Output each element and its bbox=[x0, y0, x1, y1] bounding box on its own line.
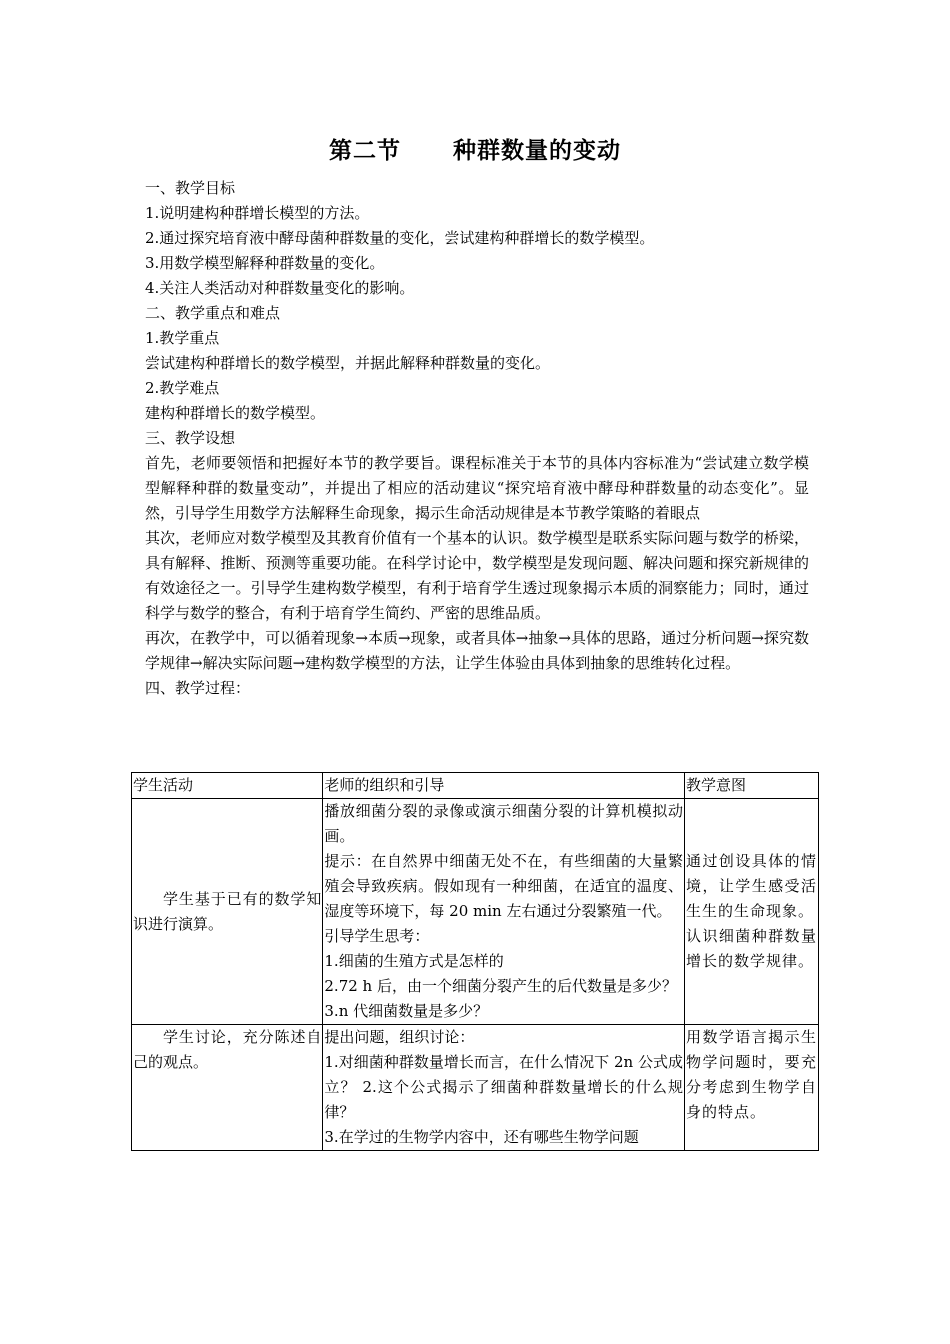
header-teacher-guidance: 老师的组织和引导 bbox=[323, 773, 685, 799]
intent-line: 认识细菌种群数量增长的数学规律。 bbox=[686, 927, 817, 970]
title-topic: 种群数量的变动 bbox=[453, 138, 621, 164]
cell-teacher-guidance bbox=[323, 1025, 685, 1151]
goal-item-1: 1.说明建构种群增长模型的方法。 bbox=[145, 204, 370, 222]
subheading-difficult-points: 2.教学难点 bbox=[145, 379, 220, 397]
teaching-process-table-wrap bbox=[131, 772, 819, 1151]
header-student-activity: 学生活动 bbox=[132, 773, 323, 799]
cell-teaching-intent bbox=[685, 1025, 819, 1151]
teacher-line: 播放细菌分裂的录像或演示细菌分裂的计算机模拟动画。 bbox=[324, 802, 684, 845]
ideas-paragraph-3: 再次，在教学中，可以循着现象→本质→现象，或者具体→抽象→具体的思路，通过分析问题→探究数学规律→解决实际问题→建构数学模型的方法，让学生体验由具体到抽象的思维转化过程。 bbox=[145, 629, 809, 672]
goal-item-4: 4.关注人类活动对种群数量变化的影响。 bbox=[145, 279, 415, 297]
difficult-points-text: 建构种群增长的数学模型。 bbox=[145, 404, 326, 422]
cell-teacher-guidance bbox=[323, 799, 685, 1025]
heading-key-difficult-points: 二、教学重点和难点 bbox=[145, 304, 281, 322]
cell-student-activity: 学生讨论，充分陈述自己的观点。 bbox=[132, 1025, 323, 1151]
title-section-number: 第二节 bbox=[329, 138, 401, 164]
page-title bbox=[0, 132, 950, 165]
teacher-line: 提出问题，组织讨论： bbox=[324, 1028, 475, 1046]
cell-teaching-intent bbox=[685, 799, 819, 1025]
table-header-row bbox=[132, 773, 819, 799]
heading-teaching-goals: 一、教学目标 bbox=[145, 179, 236, 197]
heading-teaching-ideas: 三、教学设想 bbox=[145, 429, 236, 447]
teacher-line: 3.在学过的生物学内容中，还有哪些生物学问题 bbox=[324, 1128, 639, 1146]
goal-item-3: 3.用数学模型解释种群数量的变化。 bbox=[145, 254, 385, 272]
header-teaching-intent: 教学意图 bbox=[685, 773, 819, 799]
table-row bbox=[132, 1025, 819, 1151]
teacher-line: 2.72 h 后，由一个细菌分裂产生的后代数量是多少？ bbox=[324, 977, 677, 995]
table-row bbox=[132, 799, 819, 1025]
teaching-process-table bbox=[131, 772, 819, 1151]
ideas-paragraph-2: 其次，老师应对数学模型及其教育价值有一个基本的认识。数学模型是联系实际问题与数学的桥梁，具有解释、推断、预测等重要功能。在科学讨论中，数学模型是发现问题、解决问题和探究新规律的有效途径之一。引导学生建构数学模型，有利于培育学生透过现象揭示本质的洞察能力；同时，通过科学与数学的整合，有利于培育学生简约、严密的思维品质。 bbox=[145, 529, 809, 622]
heading-teaching-process: 四、教学过程： bbox=[145, 679, 251, 697]
goal-item-2: 2.通过探究培育液中酵母菌种群数量的变化，尝试建构种群增长的数学模型。 bbox=[145, 229, 655, 247]
teacher-line: 1.对细菌种群数量增长而言，在什么情况下 2n 公式成立？ 2.这个公式揭示了细菌种群数量增长的什么规律？ bbox=[324, 1053, 684, 1121]
cell-student-activity: 学生基于已有的数学知识进行演算。 bbox=[132, 799, 323, 1025]
document-body bbox=[145, 176, 809, 701]
intent-line: 通过创设具体的情境，让学生感受活生生的生命现象。 bbox=[686, 852, 817, 920]
teacher-line: 3.n 代细菌数量是多少？ bbox=[324, 1002, 489, 1020]
teacher-line: 1.细菌的生殖方式是怎样的 bbox=[324, 952, 504, 970]
key-points-text: 尝试建构种群增长的数学模型，并据此解释种群数量的变化。 bbox=[145, 354, 551, 372]
teacher-line: 引导学生思考： bbox=[324, 927, 430, 945]
subheading-key-points: 1.教学重点 bbox=[145, 329, 220, 347]
ideas-paragraph-1: 首先，老师要领悟和把握好本节的教学要旨。课程标准关于本节的具体内容标准为“尝试建立数学模型解释种群的数量变动”，并提出了相应的活动建议“探究培育液中酵母种群数量的动态变化”。显然，引导学生用数学方法解释生命现象，揭示生命活动规律是本节教学策略的着眼点 bbox=[145, 454, 809, 522]
teacher-line: 提示：在自然界中细菌无处不在，有些细菌的大量繁殖会导致疾病。假如现有一种细菌，在适宜的温度、湿度等环境下，每 20 min 左右通过分裂繁殖一代。 bbox=[324, 852, 684, 920]
intent-line: 用数学语言揭示生物学问题时，要充分考虑到生物学自身的特点。 bbox=[686, 1028, 817, 1121]
